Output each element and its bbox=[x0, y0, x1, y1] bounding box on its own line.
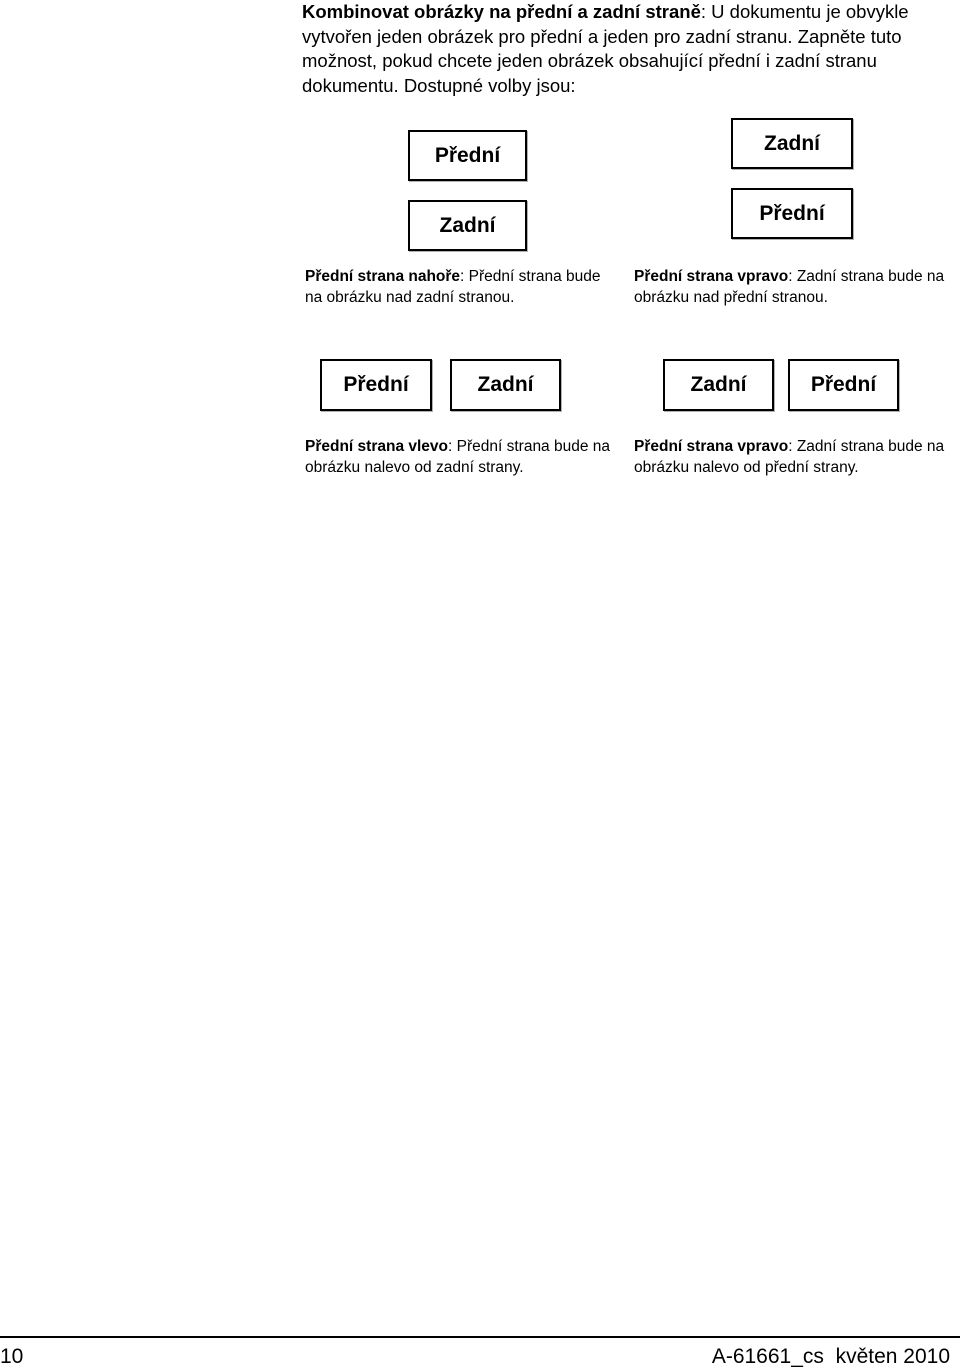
option2-caption bbox=[634, 266, 960, 308]
document-id: A-61661_cs květen 2010 bbox=[711, 1345, 950, 1368]
option4-front-box: Přední bbox=[788, 359, 899, 411]
option3-caption-text: : Přední strana bude na obrázku nalevo od zadní strany. bbox=[305, 438, 611, 476]
option4-caption-bold: Přední strana vpravo bbox=[634, 438, 789, 455]
option2-back-box: Zadní bbox=[731, 118, 853, 169]
option3-caption-bold: Přední strana vlevo bbox=[305, 438, 449, 455]
page-number: 10 bbox=[0, 1345, 24, 1368]
option2-caption-text: : Zadní strana bude na obrázku nad přední stranou. bbox=[634, 268, 945, 306]
option3-front-box: Přední bbox=[320, 359, 432, 411]
option2-caption-bold: Přední strana vpravo bbox=[634, 268, 789, 285]
option1-caption bbox=[305, 266, 605, 308]
option1-caption-text: : Přední strana bude na obrázku nad zadní stranou. bbox=[305, 268, 601, 306]
option3-caption bbox=[305, 436, 625, 478]
option3-back-box: Zadní bbox=[450, 359, 561, 411]
option4-caption bbox=[634, 436, 960, 478]
footer-rule bbox=[0, 1336, 960, 1338]
intro-paragraph bbox=[302, 0, 942, 98]
option4-caption-text: : Zadní strana bude na obrázku nalevo od přední strany. bbox=[634, 438, 945, 476]
intro-text: : U dokumentu je obvykle vytvořen jeden obrázek pro přední a jeden pro zadní stranu. Zapněte tuto možnost, pokud chcete jeden obrázek obsahující přední i zadní stranu dokumentu. Dostupné volby jsou: bbox=[302, 1, 909, 96]
option1-front-box: Přední bbox=[408, 130, 527, 181]
intro-title: Kombinovat obrázky na přední a zadní straně bbox=[302, 1, 701, 22]
option4-back-box: Zadní bbox=[663, 359, 774, 411]
option2-front-box: Přední bbox=[731, 188, 853, 239]
option1-back-box: Zadní bbox=[408, 200, 527, 251]
option1-caption-bold: Přední strana nahoře bbox=[305, 268, 461, 285]
